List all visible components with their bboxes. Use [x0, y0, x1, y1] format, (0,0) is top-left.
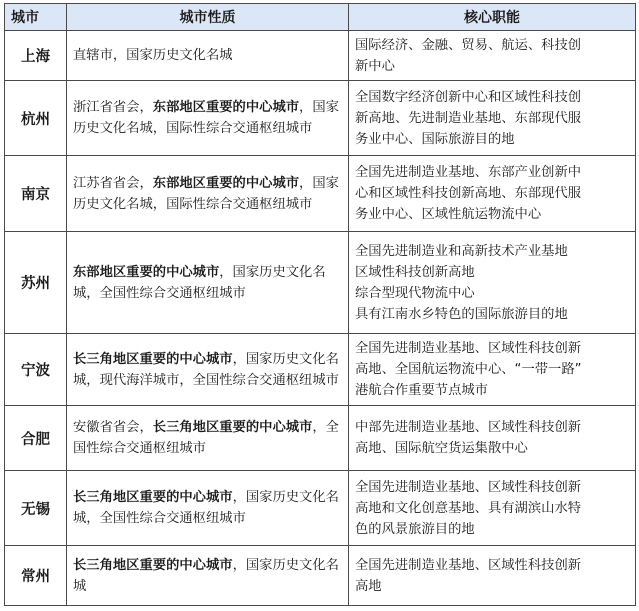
functions-line: 全国先进制造业和高新技术产业基地	[355, 243, 568, 259]
nature-text-bold: 长三角地区重要的中心城市	[73, 557, 233, 573]
functions-line: 全国先进制造业基地、区域性科技创新	[355, 341, 582, 356]
nature-text-bold: 东部地区重要的中心城市	[152, 175, 300, 191]
nature-cell	[67, 232, 349, 334]
functions-cell	[349, 81, 636, 156]
functions-cell	[349, 334, 636, 406]
functions-line: 全国先进制造业基地、区域性科技创新	[355, 557, 582, 573]
functions-cell	[349, 31, 636, 81]
functions-line: 高地	[355, 578, 382, 594]
table-row	[5, 232, 636, 334]
nature-text: 浙江省省会，	[73, 100, 153, 115]
city-cell: 合肥	[5, 406, 67, 471]
nature-cell	[67, 406, 349, 471]
nature-text: ，国家历史文化名城，全国性综合交通枢纽城市	[73, 264, 326, 301]
nature-text-bold: 东部地区重要的中心城市	[73, 264, 220, 280]
nature-cell	[67, 471, 349, 546]
nature-cell	[67, 31, 349, 81]
table-row	[5, 471, 636, 546]
functions-line: 色的风景旅游目的地	[355, 521, 475, 537]
functions-line: 心和区域性科技创新高地、东部现代服	[355, 186, 582, 201]
table-row	[5, 334, 636, 406]
functions-line: 高地和文化创意基地、具有湖滨山水特	[355, 500, 582, 516]
header-city: 城市	[5, 4, 67, 31]
functions-line: 综合型现代物流中心	[355, 285, 475, 301]
nature-cell	[67, 81, 349, 156]
city-cell: 杭州	[5, 81, 67, 156]
functions-line: 新高地、先进制造业基地、东部现代服	[355, 110, 582, 126]
nature-text: ，国家历史文化名城	[73, 557, 339, 594]
functions-line: 具有江南水乡特色的国际旅游目的地	[355, 306, 568, 322]
nature-cell	[67, 334, 349, 406]
nature-text: 安徽省省会，	[73, 420, 153, 435]
functions-line: 区域性科技创新高地	[355, 264, 475, 280]
header-nature: 城市性质	[67, 4, 349, 31]
table-row	[5, 156, 636, 232]
nature-cell	[67, 156, 349, 232]
nature-text: ，国家历史文化名城，国际性综合交通枢纽城市	[73, 175, 339, 212]
functions-cell	[349, 546, 636, 606]
nature-text: ，国家历史文化名城，全国性综合交通枢纽城市	[73, 490, 339, 526]
functions-line: 务业中心、国际旅游目的地	[355, 131, 515, 147]
functions-line: 务业中心、区域性航运物流中心	[355, 207, 542, 222]
city-cell: 常州	[5, 546, 67, 606]
functions-line: 新中心	[355, 58, 395, 74]
nature-text: ，全国性综合交通枢纽城市	[73, 420, 339, 456]
functions-line: 高地、国际航空货运集散中心	[355, 441, 528, 456]
city-cell: 南京	[5, 156, 67, 232]
functions-line: 中部先进制造业基地、区域性科技创新	[355, 420, 582, 435]
functions-line: 港航合作重要节点城市	[355, 383, 488, 398]
nature-text-bold: 长三角地区重要的中心城市	[73, 351, 233, 367]
nature-text: ，国家历史文化名城，国际性综合交通枢纽城市	[73, 100, 339, 136]
table-row	[5, 31, 636, 81]
functions-line: 全国先进制造业基地、东部产业创新中	[355, 165, 582, 180]
nature-text: 江苏省省会，	[73, 175, 153, 191]
nature-text-bold: 东部地区重要的中心城市	[152, 100, 300, 115]
header-row	[5, 4, 636, 31]
nature-cell	[67, 546, 349, 606]
functions-line: 全国数字经济创新中心和区域性科技创	[355, 89, 582, 105]
city-cell: 宁波	[5, 334, 67, 406]
functions-line: 全国先进制造业基地、区域性科技创新	[355, 479, 582, 495]
nature-text-bold: 长三角地区重要的中心城市	[73, 490, 233, 505]
table-row	[5, 81, 636, 156]
nature-text-bold: 长三角地区重要的中心城市	[152, 420, 313, 435]
functions-cell	[349, 406, 636, 471]
city-cell: 苏州	[5, 232, 67, 334]
table-row	[5, 546, 636, 606]
nature-text: 直辖市，国家历史文化名城	[73, 48, 233, 63]
functions-line: 高地、全国航运物流中心、“一带一路”	[355, 362, 582, 377]
functions-cell	[349, 156, 636, 232]
city-cell: 无锡	[5, 471, 67, 546]
city-function-table	[4, 3, 636, 606]
nature-text: ，国家历史文化名城，现代海洋城市，全国性综合交通枢纽城市	[73, 351, 339, 388]
functions-cell	[349, 232, 636, 334]
table-row	[5, 406, 636, 471]
city-cell: 上海	[5, 31, 67, 81]
header-functions: 核心职能	[349, 4, 636, 31]
functions-line: 国际经济、金融、贸易、航运、科技创	[355, 37, 582, 53]
functions-cell	[349, 471, 636, 546]
